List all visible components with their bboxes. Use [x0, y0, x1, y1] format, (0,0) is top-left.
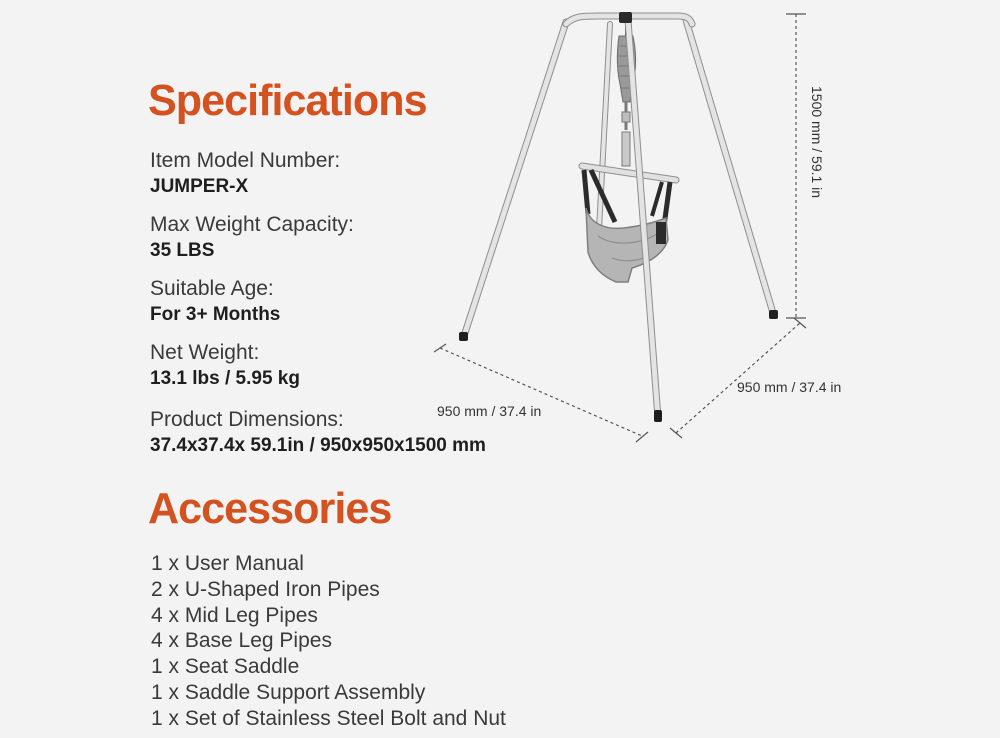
spec-value: JUMPER-X — [150, 176, 249, 197]
spec-value: 37.4x37.4x 59.1in / 950x950x1500 mm — [150, 435, 486, 456]
list-item: 4 x Mid Leg Pipes — [151, 603, 318, 627]
spec-label: Product Dimensions: — [150, 408, 344, 431]
left-width-dimension-line — [434, 344, 648, 442]
spec-value: For 3+ Months — [150, 304, 281, 325]
spec-label: Net Weight: — [150, 341, 260, 364]
right-width-dimension-label: 950 mm / 37.4 in — [737, 379, 842, 395]
spec-value: 35 LBS — [150, 240, 215, 261]
spec-label: Item Model Number: — [150, 149, 341, 172]
spec-label: Suitable Age: — [150, 277, 274, 300]
accessories-heading: Accessories — [148, 484, 392, 533]
list-item: 1 x Saddle Support Assembly — [151, 680, 426, 704]
spec-label: Max Weight Capacity: — [150, 213, 354, 236]
left-width-dimension-label: 950 mm / 37.4 in — [437, 403, 542, 419]
list-item: 4 x Base Leg Pipes — [151, 629, 332, 653]
height-dimension-label: 1500 mm / 59.1 in — [809, 86, 825, 199]
frame-right-leg — [686, 20, 778, 319]
right-width-dimension-line — [670, 318, 806, 438]
list-item: 1 x Set of Stainless Steel Bolt and Nut — [151, 706, 506, 730]
list-item: 1 x Seat Saddle — [151, 655, 300, 679]
list-item: 2 x U-Shaped Iron Pipes — [151, 577, 380, 601]
height-dimension-line — [786, 14, 806, 318]
specifications-heading: Specifications — [148, 76, 427, 125]
spec-value: 13.1 lbs / 5.95 kg — [150, 368, 300, 389]
frame-back-leg — [598, 24, 610, 248]
list-item: 1 x User Manual — [151, 552, 304, 575]
frame-top-bar — [566, 12, 692, 24]
frame-left-leg — [459, 22, 566, 341]
